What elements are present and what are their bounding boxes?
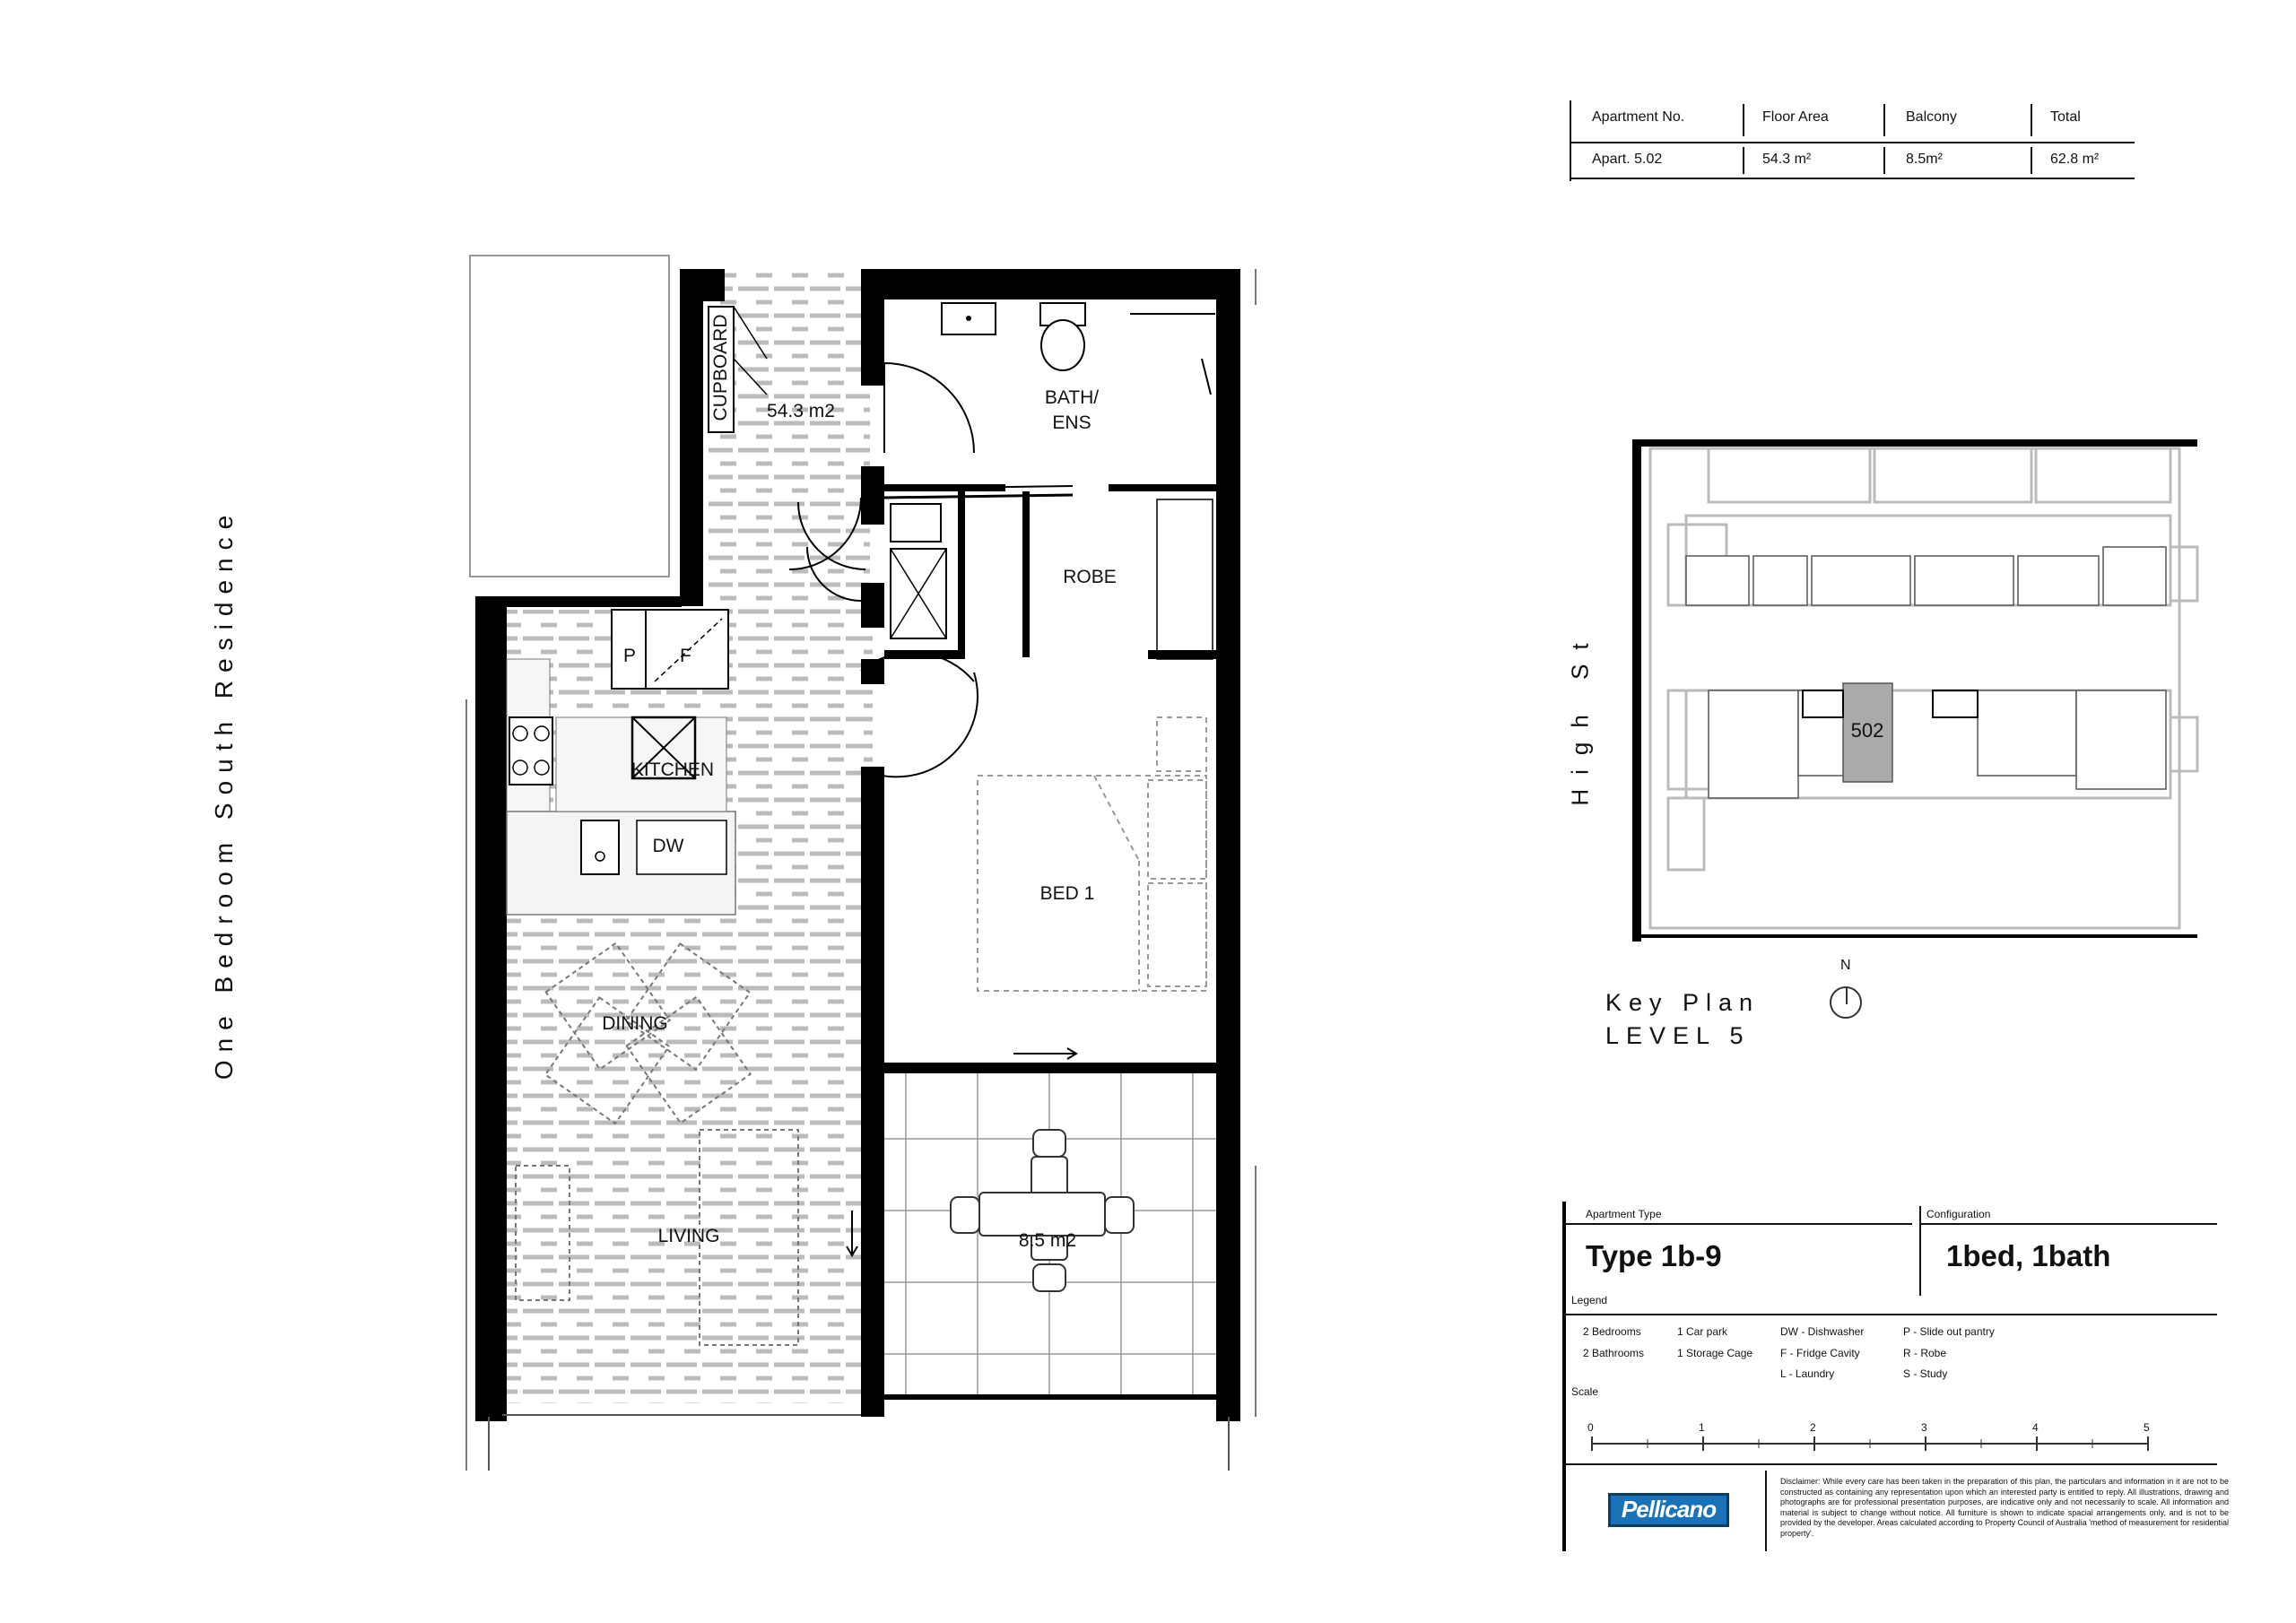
- table-header: Balcony: [1906, 109, 1957, 125]
- legend-item: 2 Bathrooms: [1583, 1347, 1645, 1359]
- title-block-divider: [1562, 1314, 2217, 1315]
- title-block-border: [1562, 1202, 1566, 1551]
- apartment-type-label: Apartment Type: [1586, 1208, 1662, 1220]
- scale-tick-label: 4: [2032, 1421, 2039, 1434]
- table-header: Total: [2050, 109, 2081, 125]
- legend-item: DW - Dishwasher: [1780, 1325, 1865, 1338]
- scale-tick-label: 3: [1921, 1421, 1927, 1434]
- room-label-cupboard: CUPBOARD: [710, 314, 731, 421]
- scale-bar: [1587, 1435, 2152, 1453]
- pellicano-logo: Pellicano: [1608, 1493, 1729, 1527]
- room-label-ens: ENS: [1052, 412, 1091, 433]
- legend-item: L - Laundry: [1780, 1367, 1835, 1380]
- dishwasher-label: DW: [652, 836, 684, 856]
- balcony-area-label: 8.5 m2: [1018, 1230, 1077, 1251]
- title-block-divider: [1919, 1206, 1921, 1296]
- scale-tick-label: 0: [1587, 1421, 1594, 1434]
- room-label-robe: ROBE: [1063, 567, 1117, 587]
- configuration: 1bed, 1bath: [1946, 1239, 2111, 1272]
- table-cell: 62.8 m²: [2050, 152, 2100, 167]
- legend-item: F - Fridge Cavity: [1780, 1347, 1860, 1359]
- configuration-label: Configuration: [1926, 1208, 1991, 1220]
- interior-area-label: 54.3 m2: [767, 401, 835, 421]
- street-label: High St: [1566, 629, 1594, 806]
- table-cell: 8.5m²: [1906, 152, 1943, 167]
- title-block-divider: [1562, 1223, 1912, 1225]
- room-label-kitchen: KITCHEN: [631, 759, 715, 780]
- key-plan-title: Key Plan: [1605, 989, 1761, 1016]
- legend-item: 2 Bedrooms: [1583, 1325, 1641, 1338]
- room-label-bed: BED 1: [1039, 883, 1095, 904]
- scale-tick-label: 2: [1810, 1421, 1816, 1434]
- scale-tick-label: 5: [2144, 1421, 2150, 1434]
- table-header: Floor Area: [1762, 109, 1829, 125]
- legend-item: P - Slide out pantry: [1903, 1325, 1995, 1338]
- disclaimer-text: Disclaimer: While every care has been taken in the preparation of this plan, the particulars and information in it are not to be constructed as containing any representation upon which an interested party is entitled to reply. All illustrations, drawing and photographs are for professional presentation purposes, are indicative only and not necessarily to scale. All information and material is subject to change without notice. All furniture is shown to indicate spacial arrangements only, and is not to be provided by the developer. Areas calculated according to Property Council of Australia 'method of measurement for residential property'.: [1780, 1477, 2229, 1538]
- apartment-type: Type 1b-9: [1586, 1239, 1722, 1272]
- room-label-bath: BATH/: [1044, 387, 1100, 408]
- title-block-divider: [1765, 1471, 1767, 1551]
- plan-side-title: One Bedroom South Residence: [210, 507, 238, 1081]
- room-label-dining: DINING: [602, 1013, 668, 1034]
- table-cell: Apart. 5.02: [1592, 152, 1663, 167]
- north-label: N: [1840, 958, 1851, 973]
- key-plan-level: LEVEL 5: [1605, 1022, 1751, 1049]
- fridge-label: F: [680, 646, 691, 666]
- title-block-divider: [1562, 1463, 2217, 1465]
- pantry-label: P: [623, 646, 637, 666]
- unit-label: 502: [1850, 719, 1884, 742]
- north-arrow-icon: [1830, 986, 1862, 1019]
- scale-label: Scale: [1571, 1385, 1599, 1398]
- legend-item: 1 Storage Cage: [1677, 1347, 1753, 1359]
- table-header: Apartment No.: [1592, 109, 1685, 125]
- table-cell: 54.3 m²: [1762, 152, 1812, 167]
- legend-label: Legend: [1571, 1294, 1608, 1306]
- room-label-living: LIVING: [657, 1226, 720, 1246]
- legend-item: 1 Car park: [1677, 1325, 1728, 1338]
- title-block-divider: [1921, 1223, 2217, 1225]
- scale-tick-label: 1: [1699, 1421, 1705, 1434]
- key-plan: [1632, 430, 2206, 950]
- legend-item: R - Robe: [1903, 1347, 1947, 1359]
- bed-furniture: [978, 717, 1206, 991]
- legend-item: S - Study: [1903, 1367, 1948, 1380]
